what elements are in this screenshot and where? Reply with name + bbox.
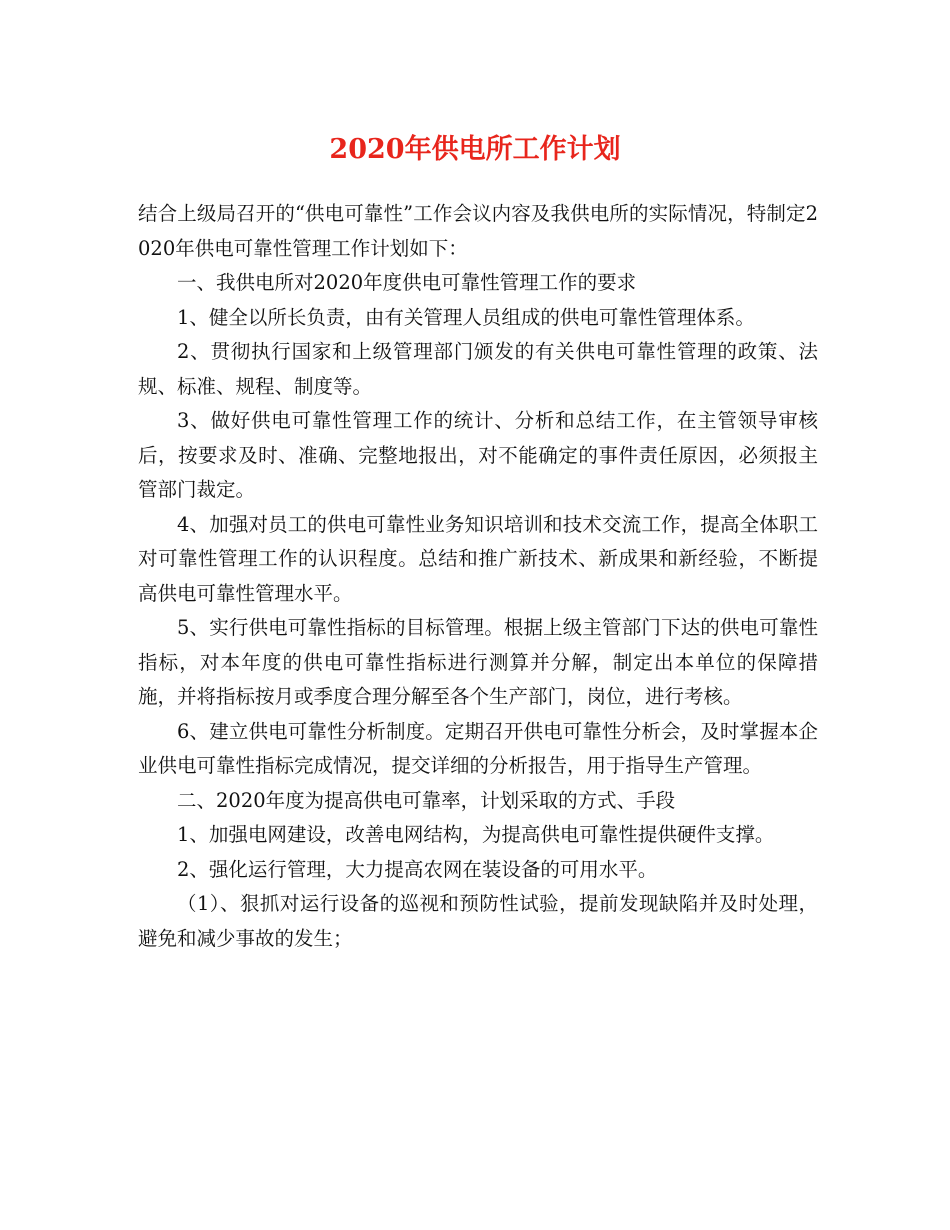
paragraph-sub-item: （1）、狠抓对运行设备的巡视和预防性试验，提前发现缺陷并及时处理，避免和减少事故的发生； (138, 892, 818, 950)
paragraph-item: 1、加强电网建设，改善电网结构，为提高供电可靠性提供硬件支撑。 (177, 823, 775, 846)
paragraph-item: 6、建立供电可靠性分析制度。定期召开供电可靠性分析会，及时掌握本企业供电可靠性指标完成情况，提交详细的分析报告，用于指导生产管理。 (138, 719, 818, 777)
document-title: 2020年供电所工作计划 (329, 134, 621, 165)
section-heading-2: 二、2020年度为提高供电可靠率，计划采取的方式、手段 (177, 788, 676, 812)
paragraph-intro: 结合上级局召开的“供电可靠性”工作会议内容及我供电所的实际情况，特制定2020年供电可靠性管理工作计划如下： (138, 202, 818, 260)
section-heading-1: 一、我供电所对2020年度供电可靠性管理工作的要求 (177, 271, 637, 294)
document-body (138, 197, 818, 956)
paragraph-item: 3、做好供电可靠性管理工作的统计、分析和总结工作，在主管领导审核后，按要求及时、准确、完整地报出，对不能确定的事件责任原因，必须报主管部门裁定。 (138, 409, 818, 501)
paragraph-item: 4、加强对员工的供电可靠性业务知识培训和技术交流工作，提高全体职工对可靠性管理工作的认识程度。总结和推广新技术、新成果和新经验，不断提高供电可靠性管理水平。 (138, 512, 818, 605)
paragraph-item: 2、强化运行管理，大力提高农网在装设备的可用水平。 (177, 857, 658, 881)
paragraph-item: 2、贯彻执行国家和上级管理部门颁发的有关供电可靠性管理的政策、法规、标准、规程、制度等。 (138, 340, 818, 398)
paragraph-item: 5、实行供电可靠性指标的目标管理。根据上级主管部门下达的供电可靠性指标，对本年度的供电可靠性指标进行测算并分解，制定出本单位的保障措施，并将指标按月或季度合理分解至各个生产部门，岗位，进行考核。 (138, 616, 818, 708)
paragraph-item: 1、健全以所长负责，由有关管理人员组成的供电可靠性管理体系。 (177, 305, 755, 329)
